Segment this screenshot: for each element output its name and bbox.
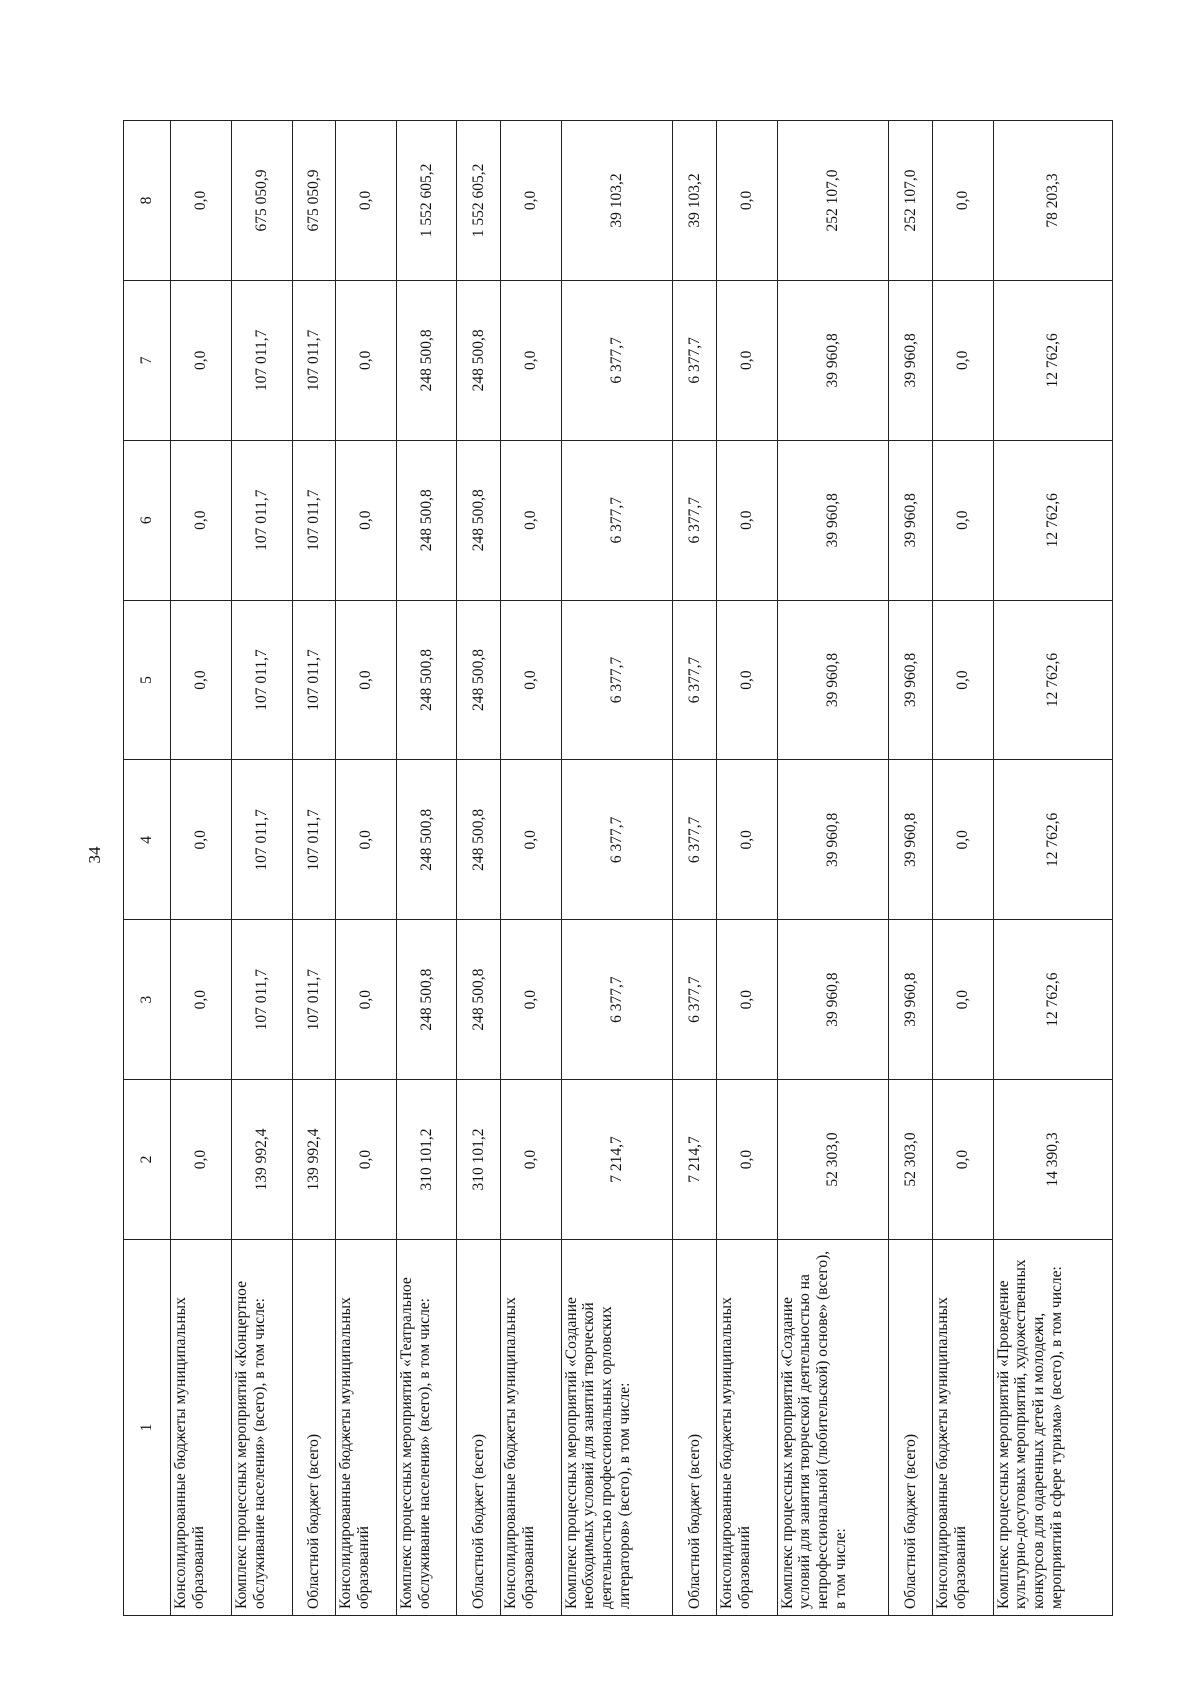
row-label: Консолидированные бюджеты муниципальных образований [716, 1239, 777, 1615]
row-value: 0,0 [335, 1080, 396, 1240]
column-header: 2 [124, 1080, 171, 1240]
row-value: 252 107,0 [777, 121, 889, 281]
table-row [500, 121, 561, 1616]
row-value: 0,0 [716, 600, 777, 760]
row-value: 139 992,4 [231, 1080, 292, 1240]
row-label: Комплекс процессных мероприятий «Театральное обслуживание населения» (всего), в том числе: [396, 1239, 457, 1615]
table-row [993, 121, 1112, 1616]
table-row [292, 121, 335, 1616]
row-label: Областной бюджет (всего) [889, 1239, 932, 1615]
page-number: 34 [85, 846, 104, 864]
table-row [335, 121, 396, 1616]
row-value: 0,0 [716, 1080, 777, 1240]
row-value: 248 500,8 [457, 760, 500, 920]
row-value: 6 377,7 [561, 280, 673, 440]
row-value: 107 011,7 [231, 920, 292, 1080]
row-value: 0,0 [932, 920, 993, 1080]
row-value: 39 960,8 [777, 440, 889, 600]
row-value: 0,0 [932, 600, 993, 760]
row-value: 0,0 [716, 920, 777, 1080]
row-label: Консолидированные бюджеты муниципальных образований [335, 1239, 396, 1615]
row-value: 0,0 [171, 920, 232, 1080]
row-value: 6 377,7 [561, 600, 673, 760]
table-body [171, 121, 1113, 1616]
row-value: 248 500,8 [457, 440, 500, 600]
row-value: 52 303,0 [777, 1080, 889, 1240]
row-value: 6 377,7 [673, 280, 716, 440]
table-area [123, 120, 1113, 1616]
row-value: 248 500,8 [396, 440, 457, 600]
row-value: 39 960,8 [889, 440, 932, 600]
row-value: 0,0 [171, 440, 232, 600]
row-value: 0,0 [716, 760, 777, 920]
row-value: 6 377,7 [561, 760, 673, 920]
row-value: 0,0 [500, 280, 561, 440]
column-header: 5 [124, 600, 171, 760]
row-value: 0,0 [335, 920, 396, 1080]
row-value: 39 960,8 [777, 760, 889, 920]
table-row [932, 121, 993, 1616]
table-row [561, 121, 673, 1616]
row-value: 39 960,8 [777, 600, 889, 760]
row-value: 6 377,7 [561, 920, 673, 1080]
row-value: 675 050,9 [231, 121, 292, 281]
row-value: 248 500,8 [396, 920, 457, 1080]
row-value: 0,0 [716, 121, 777, 281]
row-value: 107 011,7 [231, 760, 292, 920]
row-value: 39 103,2 [673, 121, 716, 281]
row-value: 107 011,7 [292, 600, 335, 760]
row-value: 12 762,6 [993, 440, 1112, 600]
row-value: 0,0 [716, 440, 777, 600]
row-value: 248 500,8 [457, 600, 500, 760]
row-value: 0,0 [932, 440, 993, 600]
row-value: 39 960,8 [889, 280, 932, 440]
row-value: 248 500,8 [396, 600, 457, 760]
row-value: 0,0 [335, 280, 396, 440]
row-value: 14 390,3 [993, 1080, 1112, 1240]
row-value: 107 011,7 [292, 280, 335, 440]
row-value: 1 552 605,2 [396, 121, 457, 281]
row-value: 107 011,7 [231, 280, 292, 440]
row-value: 78 203,3 [993, 121, 1112, 281]
row-value: 0,0 [171, 280, 232, 440]
table-row [716, 121, 777, 1616]
row-value: 0,0 [500, 121, 561, 281]
column-header: 6 [124, 440, 171, 600]
column-header: 8 [124, 121, 171, 281]
row-value: 0,0 [932, 121, 993, 281]
row-value: 107 011,7 [292, 760, 335, 920]
row-value: 248 500,8 [457, 280, 500, 440]
column-header: 7 [124, 280, 171, 440]
row-value: 0,0 [335, 440, 396, 600]
row-value: 39 960,8 [889, 920, 932, 1080]
budget-table [123, 120, 1113, 1616]
row-value: 0,0 [171, 121, 232, 281]
row-value: 39 103,2 [561, 121, 673, 281]
row-label: Консолидированные бюджеты муниципальных образований [171, 1239, 232, 1615]
row-value: 0,0 [716, 280, 777, 440]
row-value: 12 762,6 [993, 760, 1112, 920]
row-value: 6 377,7 [673, 600, 716, 760]
row-label: Комплекс процессных мероприятий «Создание необходимых условий для занятий творческой деятельностью профессиональных орловских литераторов» (всего), в том числе: [561, 1239, 673, 1615]
row-value: 0,0 [171, 760, 232, 920]
row-value: 6 377,7 [673, 440, 716, 600]
row-label: Комплекс процессных мероприятий «Создание условий для занятия творческой деятельностью на непрофессиональной (любительской) основе» (всего), в том числе: [777, 1239, 889, 1615]
row-value: 675 050,9 [292, 121, 335, 281]
row-value: 248 500,8 [457, 920, 500, 1080]
row-value: 12 762,6 [993, 920, 1112, 1080]
row-value: 39 960,8 [777, 920, 889, 1080]
table-row [171, 121, 232, 1616]
row-value: 12 762,6 [993, 280, 1112, 440]
table-row [231, 121, 292, 1616]
row-value: 107 011,7 [292, 440, 335, 600]
column-header: 3 [124, 920, 171, 1080]
row-value: 39 960,8 [889, 600, 932, 760]
row-value: 248 500,8 [396, 760, 457, 920]
row-value: 6 377,7 [561, 440, 673, 600]
row-value: 39 960,8 [889, 760, 932, 920]
row-value: 6 377,7 [673, 920, 716, 1080]
row-value: 310 101,2 [457, 1080, 500, 1240]
row-value: 107 011,7 [231, 440, 292, 600]
column-header: 1 [124, 1239, 171, 1615]
row-value: 52 303,0 [889, 1080, 932, 1240]
row-value: 139 992,4 [292, 1080, 335, 1240]
row-value: 107 011,7 [292, 920, 335, 1080]
row-value: 0,0 [171, 600, 232, 760]
column-header: 4 [124, 760, 171, 920]
row-value: 12 762,6 [993, 600, 1112, 760]
table-row [889, 121, 932, 1616]
row-value: 0,0 [335, 121, 396, 281]
row-label: Областной бюджет (всего) [292, 1239, 335, 1615]
row-value: 0,0 [500, 600, 561, 760]
table-row [396, 121, 457, 1616]
row-value: 0,0 [932, 280, 993, 440]
row-value: 0,0 [500, 1080, 561, 1240]
row-value: 107 011,7 [231, 600, 292, 760]
row-value: 0,0 [171, 1080, 232, 1240]
row-value: 248 500,8 [396, 280, 457, 440]
row-value: 252 107,0 [889, 121, 932, 281]
row-label: Консолидированные бюджеты муниципальных образований [500, 1239, 561, 1615]
row-value: 0,0 [932, 1080, 993, 1240]
row-value: 0,0 [335, 760, 396, 920]
row-label: Консолидированные бюджеты муниципальных образований [932, 1239, 993, 1615]
row-label: Областной бюджет (всего) [457, 1239, 500, 1615]
row-value: 0,0 [500, 760, 561, 920]
row-label: Областной бюджет (всего) [673, 1239, 716, 1615]
row-value: 7 214,7 [673, 1080, 716, 1240]
row-value: 6 377,7 [673, 760, 716, 920]
table-row [457, 121, 500, 1616]
table-row [673, 121, 716, 1616]
row-value: 0,0 [500, 440, 561, 600]
row-value: 310 101,2 [396, 1080, 457, 1240]
row-value: 39 960,8 [777, 280, 889, 440]
row-value: 7 214,7 [561, 1080, 673, 1240]
header-row [124, 121, 171, 1616]
row-value: 1 552 605,2 [457, 121, 500, 281]
table-row [777, 121, 889, 1616]
row-value: 0,0 [932, 760, 993, 920]
row-value: 0,0 [335, 600, 396, 760]
row-label: Комплекс процессных мероприятий «Проведение культурно-досуговых мероприятий, художественных конкурсов для одаренных детей и молодежи, мероприятий в сфере туризма» (всего), в том числе: [993, 1239, 1112, 1615]
row-label: Комплекс процессных мероприятий «Концертное обслуживание населения» (всего), в том числе: [231, 1239, 292, 1615]
row-value: 0,0 [500, 920, 561, 1080]
